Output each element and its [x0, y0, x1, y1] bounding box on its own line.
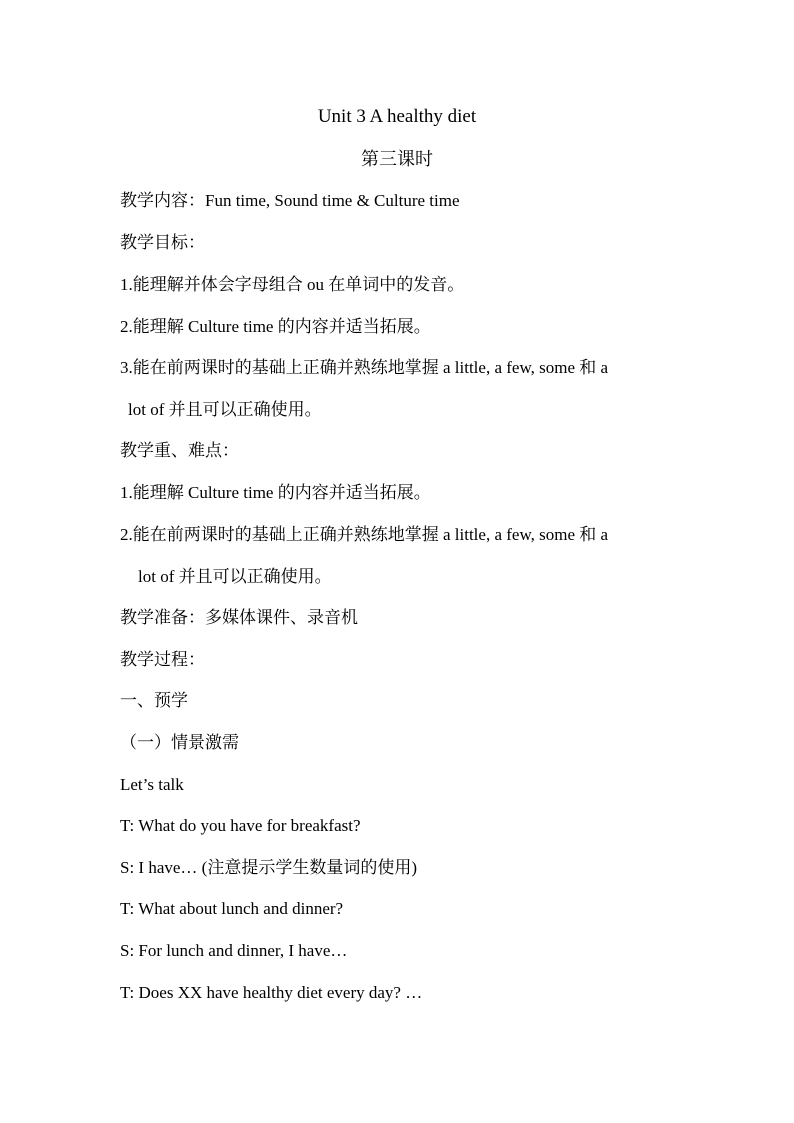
objective-item-1: 1.能理解并体会字母组合 ou 在单词中的发音。: [120, 275, 465, 294]
objective-item-3-continued: lot of 并且可以正确使用。: [128, 400, 322, 419]
objective-item-3: 3.能在前两课时的基础上正确并熟练地掌握 a little, a few, some 和 a: [120, 358, 609, 377]
key-difficult-points-heading: 教学重、难点：: [120, 441, 239, 460]
teaching-preparation-line: 教学准备：多媒体课件、录音机: [120, 608, 358, 627]
lets-talk-heading: Let’s talk: [120, 775, 184, 794]
document-subtitle: 第三课时: [361, 149, 433, 169]
teaching-content-line: 教学内容：Fun time, Sound time & Culture time: [120, 191, 460, 210]
key-point-item-2: 2.能在前两课时的基础上正确并熟练地掌握 a little, a few, some 和 a: [120, 525, 609, 544]
document-title: Unit 3 A healthy diet: [317, 106, 477, 127]
dialogue-line-1: T: What do you have for breakfast?: [120, 816, 361, 835]
dialogue-line-2: S: I have… (注意提示学生数量词的使用): [120, 858, 418, 877]
dialogue-line-4: S: For lunch and dinner, I have…: [120, 941, 348, 960]
teaching-objectives-heading: 教学目标：: [120, 233, 205, 252]
key-point-item-1: 1.能理解 Culture time 的内容并适当拓展。: [120, 483, 431, 502]
dialogue-line-3: T: What about lunch and dinner?: [120, 899, 344, 918]
section-one-heading: 一、预学: [120, 691, 188, 710]
subsection-one-heading: （一）情景激需: [120, 733, 239, 752]
teaching-process-heading: 教学过程：: [120, 650, 205, 669]
key-point-item-2-continued: lot of 并且可以正确使用。: [138, 567, 332, 586]
objective-item-2: 2.能理解 Culture time 的内容并适当拓展。: [120, 317, 431, 336]
dialogue-line-5: T: Does XX have healthy diet every day? …: [120, 983, 423, 1002]
